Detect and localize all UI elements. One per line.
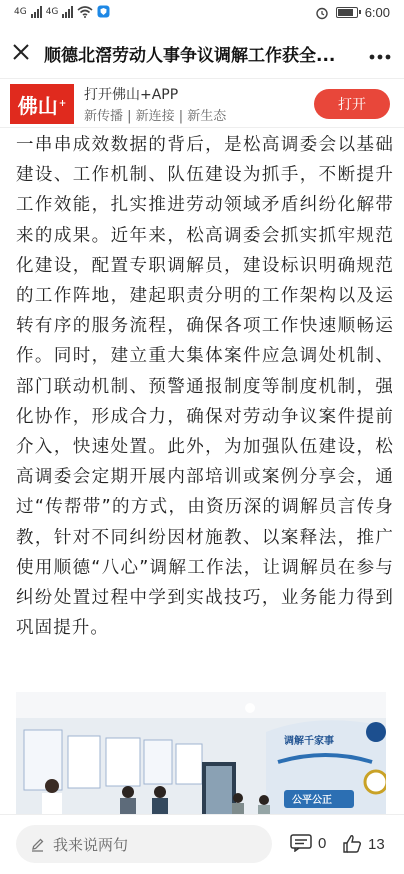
app-logo [10,84,74,124]
more-icon [369,54,391,60]
network-label-1: 4G [14,6,27,17]
app-banner-title: 打开佛山+APP [84,87,179,103]
more-button[interactable] [356,41,404,65]
open-app-button[interactable]: 打开 [314,89,390,119]
shield-app-icon [97,5,110,18]
wall-sign-2: 公平公正 [292,795,332,806]
comment-input[interactable] [16,825,272,863]
status-bar [0,0,404,28]
pencil-icon [30,837,45,852]
thumbs-up-icon [342,834,362,854]
signal-icon [62,6,73,18]
like-count: 13 [368,835,385,853]
signal-icon [31,6,42,18]
bottom-action-bar [0,814,404,874]
comment-icon [290,834,312,852]
logo-plus: + [58,99,67,109]
app-banner-subtitle: 新传播 | 新连接 | 新生态 [84,109,227,124]
comment-count: 0 [318,834,327,852]
network-status [14,5,110,18]
battery-icon [336,7,358,18]
wall-sign-1: 调解千家事 [284,736,334,747]
alarm-icon [315,6,329,20]
article-photo [16,692,386,814]
wifi-icon [77,6,93,18]
mediation-room-photo [16,692,386,814]
comment-placeholder: 我来说两句 [53,835,129,854]
app-download-banner [0,78,404,128]
like-button[interactable] [342,834,385,854]
close-button[interactable] [0,39,42,67]
close-icon [12,43,30,61]
network-label-2: 4G [45,6,59,17]
page-title: 顺德北滘劳动人事争议调解工作获全... [44,45,336,66]
comment-count-button[interactable] [290,834,326,852]
title-bar [0,28,404,78]
logo-text: 佛山 [17,93,58,118]
article-paragraph: 一串串成效数据的背后，是松高调委会以基础建设、工作机制、队伍建设为抓手，不断提升工作效能，扎实推进劳动领域矛盾纠纷化解带来的成果。近年来，松高调委会抓实抓牢规范化建设，配置专职调解员，建设标识明确规范的工作阵地，建起职责分明的工作架构以及运转有序的服务流程，确保各项工作快速顺畅运作。同时，建立重大集体案件应急调处机制、部门联动机制、预警通报制度等制度机制，强化协作，形成合力，确保对劳动争议案件提前介入，快速处置。此外，为加强队伍建设，松高调委会定期开展内部培训或案例分享会，通过“传帮带”的方式，由资历深的调解员言传身教，针对不同纠纷因材施教、以案释法，推广使用顺德“八心”调解工作法，让调解员在参与纠纷处置过程中学到实战技巧，业务能力得到巩固提升。 [16,135,394,639]
status-time: 6:00 [364,5,390,20]
article-body [16,130,394,643]
